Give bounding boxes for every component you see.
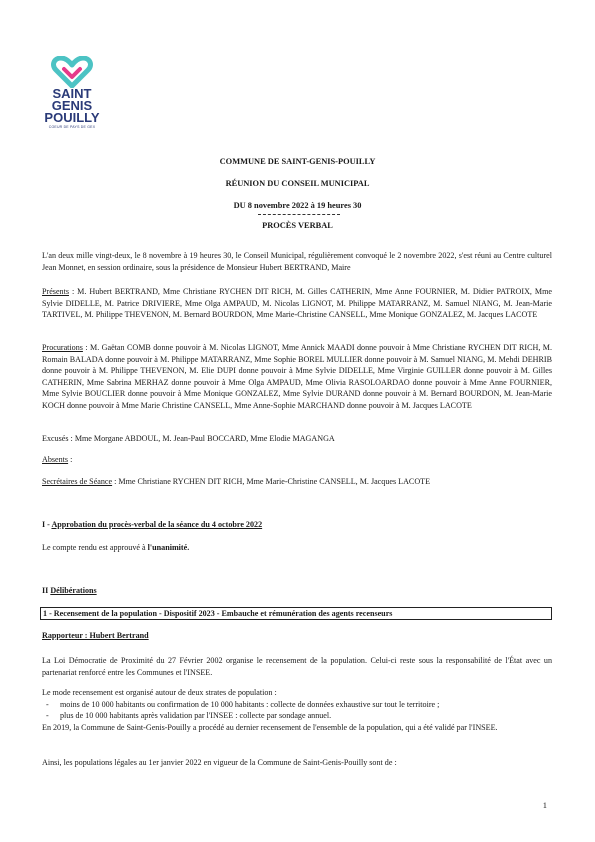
presents-text: : M. Hubert BERTRAND, Mme Christiane RYCHEN DIT RICH, M. Gilles CATHERIN, Mme Anne FOURNIER, M. Didier PATROIX, Mme Sylvie DIDELLE, M. Patrice DRIVIERE, Mme Olga AMPAUD, M. Nicolas LIGNOT, M. Philippe MATARRANZ, M. Samuel NIANG, M. Jean-Marie TARTIVEL, M. Philippe THEVENON, M. Bernard BOURDON, Mme Marie-Christine CANSELL, Mme Monique GONZALEZ, M. Jacques LACOTE bbox=[42, 287, 552, 320]
meeting-date: DU 8 novembre 2022 à 19 heures 30 bbox=[233, 201, 362, 210]
presents-paragraph bbox=[42, 286, 552, 321]
section-1-body bbox=[42, 542, 552, 554]
section-1-prefix: I - bbox=[42, 520, 52, 529]
strata-list bbox=[42, 699, 552, 722]
header-divider bbox=[258, 214, 340, 215]
section-1-body-bold: l'unanimité. bbox=[147, 543, 190, 552]
meeting-heading: RÉUNION DU CONSEIL MUNICIPAL bbox=[225, 179, 370, 188]
municipal-logo bbox=[40, 56, 104, 129]
procurations-paragraph bbox=[42, 342, 552, 412]
item-1-paragraph-3: Ainsi, les populations légales au 1er janvier 2022 en vigueur de la Commune de Saint-Genis-Pouilly sont de : bbox=[42, 758, 397, 767]
list-item: - plus de 10 000 habitants après validation par l'INSEE : collecte par sondage annuel. bbox=[42, 710, 552, 722]
page-number: 1 bbox=[542, 800, 547, 810]
logo-line-3: POUILLY bbox=[44, 110, 100, 125]
section-2-heading bbox=[42, 585, 552, 597]
commune-heading: COMMUNE DE SAINT-GENIS-POUILLY bbox=[219, 157, 376, 166]
list-item: - moins de 10 000 habitants ou confirmation de 10 000 habitants : collecte de données exhaustive sur tout le territoire ; bbox=[42, 699, 552, 711]
logo-line-2: GENIS bbox=[51, 98, 93, 113]
absents-paragraph bbox=[42, 454, 552, 466]
strata-lead: Le mode recensement est organisé autour de deux strates de population : bbox=[42, 688, 277, 697]
logo-tagline: COEUR DE PAYS DE GEX bbox=[48, 125, 96, 129]
section-2-prefix: II bbox=[42, 586, 51, 595]
presents-label: Présents bbox=[42, 287, 69, 296]
absents-text: : bbox=[68, 455, 73, 464]
rapporteur-line: Rapporteur : Hubert Bertrand bbox=[42, 631, 149, 640]
section-1-title: Approbation du procès-verbal de la séance du 4 octobre 2022 bbox=[51, 520, 263, 529]
section-1-heading bbox=[42, 519, 552, 531]
recensement-2019-text: En 2019, la Commune de Saint-Genis-Pouilly a procédé au dernier recensement de l'ensemble de la population, qui a été validé par l'INSEE. bbox=[42, 722, 498, 732]
item-1-paragraph-2 bbox=[42, 687, 552, 733]
item-1-paragraph-1: La Loi Démocratie de Proximité du 27 Février 2002 organise le recensement de la population. Celui-ci reste sous la responsabilité de l'État avec un partenariat renforcé entre les Communes et l'INSEE. bbox=[42, 656, 552, 677]
intro-paragraph: L'an deux mille vingt-deux, le 8 novembre à 19 heures 30, le Conseil Municipal, régulièrement convoqué le 2 novembre 2022, s'est réuni au Centre culturel Jean Monnet, en session ordinaire, sous la présidence de Monsieur Hubert BERTRAND, Maire bbox=[42, 251, 552, 272]
procurations-text: : M. Gaëtan COMB donne pouvoir à M. Nicolas LIGNOT, Mme Annick MAADI donne pouvoir à Mme Christiane RYCHEN DIT RICH, M. Romain BALADA donne pouvoir à M. Philippe MATARRANZ, Mme Sophie BOREL MULLIER donne pouvoir à M. Samuel NIANG, M. Mehdi DEHRIB donne pouvoir à M. Philippe THEVENON, M. Elie DUPI donne pouvoir à Mme Sylvie DIDELLE, Mme Virginie GUILLER donne pouvoir à M. Gilles CATHERIN, Mme Sabrina MERHAZ donne pouvoir à Mme Olga AMPAUD, Mme Olivia RASOLOARDAO donne pouvoir à Mme Anne FOURNIER, Mme Sylvie BOUCLIER donne pouvoir à Mme Monique GONZALEZ, Mme Sylvie DURAND donne pouvoir à M. Bernard BOURDON, M. Jean-Marie KOCH donne pouvoir à Mme Marie Christine CANSELL, Mme Anne-Sophie MARCHAND donne pouvoir à M. Jacques LACOTE bbox=[42, 343, 552, 410]
absents-label: Absents bbox=[42, 455, 69, 464]
procurations-label: Procurations bbox=[42, 343, 83, 352]
section-2-title: Délibérations bbox=[50, 586, 97, 595]
secretaires-text: : Mme Christiane RYCHEN DIT RICH, Mme Marie-Christine CANSELL, M. Jacques LACOTE bbox=[112, 477, 431, 486]
excuses-paragraph: Excusés : Mme Morgane ABDOUL, M. Jean-Paul BOCCARD, Mme Elodie MAGANGA bbox=[42, 434, 335, 443]
heart-logo-icon bbox=[50, 56, 94, 88]
secretaires-paragraph bbox=[42, 476, 552, 488]
logo-line-1: SAINT bbox=[52, 86, 92, 101]
section-1-body-text: Le compte rendu est approuvé à bbox=[42, 543, 148, 552]
document-title: PROCÈS VERBAL bbox=[262, 221, 333, 230]
secretaires-label: Secrétaires de Séance bbox=[42, 477, 113, 486]
item-1-title-box: 1 - Recensement de la population - Dispositif 2023 - Embauche et rémunération des agents recenseurs bbox=[40, 607, 552, 620]
